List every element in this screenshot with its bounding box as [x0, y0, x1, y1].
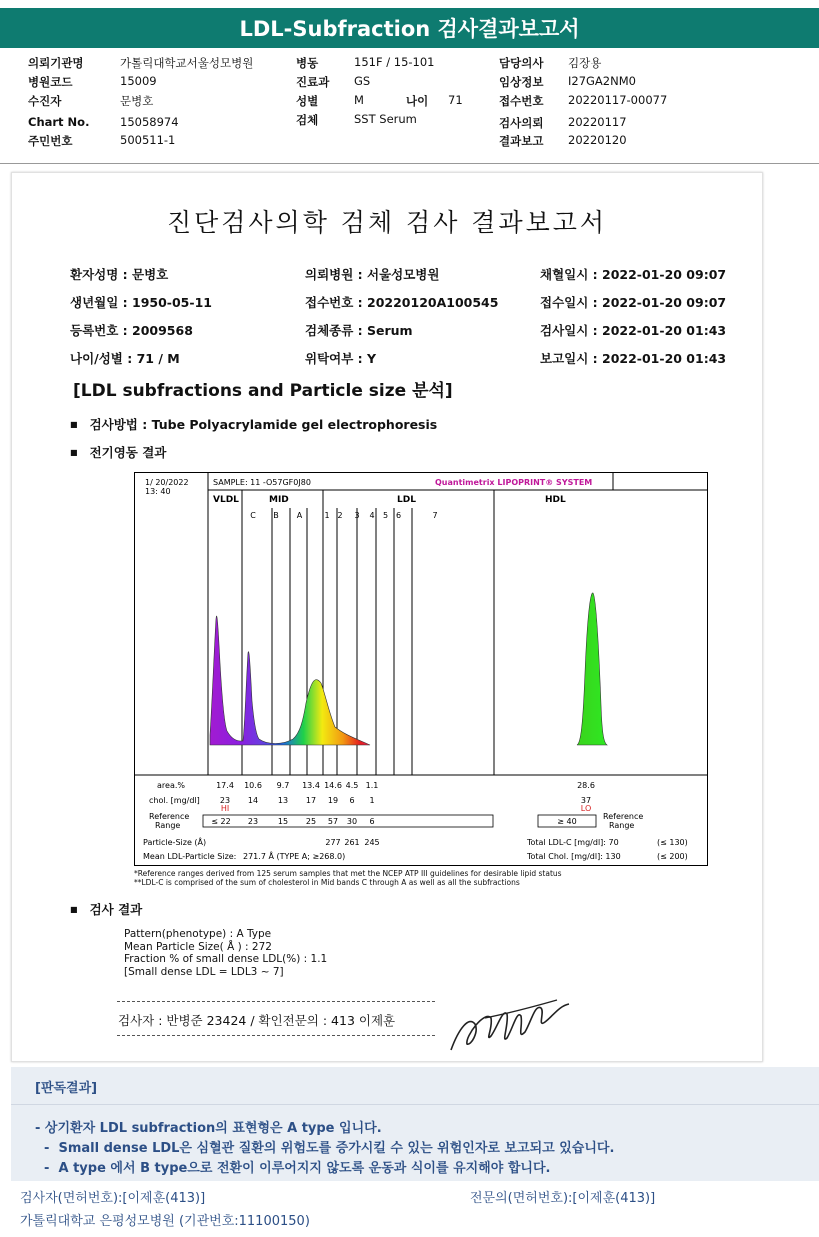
doctor-label: 담당의사 — [499, 56, 544, 70]
area-value: 14.6 — [324, 781, 342, 790]
result-mean-size: Mean Particle Size( Å ) : 272 — [124, 940, 272, 953]
band-label-a: A — [296, 511, 303, 520]
ref-value: ≤ 22 — [211, 817, 231, 826]
area-value-hdl: 28.6 — [577, 781, 595, 790]
specimen-value: SST Serum — [354, 112, 417, 126]
dept-value: GS — [354, 74, 371, 88]
institution-label: 의뢰기관명 — [28, 56, 84, 70]
total-ldl-ref: (≤ 130) — [657, 838, 688, 847]
area-value: 17.4 — [216, 781, 234, 790]
doctor-value: 김장용 — [568, 56, 602, 70]
band-label-4: 4 — [369, 511, 375, 520]
patient-name: 환자성명 : 문병호 — [70, 267, 169, 282]
hospital-code-value: 15009 — [120, 74, 157, 88]
ref-value: 15 — [277, 817, 289, 826]
hospital-code-label: 병원코드 — [28, 75, 73, 89]
clinical-value: I27GA2NM0 — [568, 74, 636, 88]
dept-label: 진료과 — [296, 75, 330, 89]
chol-value: 13 — [277, 796, 289, 805]
ref-value: 57 — [327, 817, 339, 826]
chol-value: 19 — [327, 796, 339, 805]
consignment: 위탁여부 : Y — [305, 351, 377, 366]
area-value: 9.7 — [276, 781, 290, 790]
judgement-title: [판독결과] — [35, 1081, 98, 1096]
specimen-label: 검체 — [296, 113, 319, 127]
area-value: 10.6 — [244, 781, 262, 790]
group-label-vldl: VLDL — [213, 495, 239, 505]
band-label-1: 1 — [324, 511, 330, 520]
band-label-b: B — [273, 511, 279, 520]
mean-size-label: Mean LDL-Particle Size: — [143, 852, 237, 861]
total-chol: Total Chol. [mg/dl]: 130 — [527, 852, 621, 861]
accession-value: 20220117-00077 — [568, 93, 668, 107]
header-divider — [0, 163, 819, 164]
registration-no: 등록번호 : 2009568 — [70, 323, 193, 338]
band-label-2: 2 — [337, 511, 343, 520]
ref-value: 25 — [305, 817, 317, 826]
resident-no-label: 주민번호 — [28, 134, 73, 148]
ref-label-hdl-line2: Range — [609, 821, 635, 830]
flag-hi: HI — [220, 804, 230, 813]
age-label: 나이 — [406, 94, 429, 108]
judgement-box — [11, 1067, 819, 1181]
chart-brand: Quantimetrix LIPOPRINT® SYSTEM — [435, 478, 593, 487]
ref-label-line1: Reference — [149, 812, 190, 821]
ref-label-line2: Range — [155, 821, 181, 830]
ref-value: 23 — [247, 817, 259, 826]
referring-hospital: 의뢰병원 : 서울성모병원 — [305, 267, 440, 282]
group-label-mid: MID — [269, 495, 289, 505]
footer-specialist: 전문의(면허번호):[이제훈(413)] — [470, 1191, 656, 1206]
particle-value: 245 — [364, 838, 380, 847]
ward-label: 병동 — [296, 56, 319, 70]
result-definition: [Small dense LDL = LDL3 ~ 7] — [124, 965, 284, 978]
result-fraction: Fraction % of small dense LDL(%) : 1.1 — [124, 953, 328, 965]
chart-date: 1/ 20/2022 — [145, 478, 189, 487]
ref-label-hdl-line1: Reference — [603, 812, 644, 821]
specimen-type: 검체종류 : Serum — [305, 323, 413, 338]
band-label-3: 3 — [354, 511, 360, 520]
accession-no: 접수번호 : 20220120A100545 — [305, 295, 499, 310]
recipient-value: 문병호 — [120, 94, 154, 108]
footer-hospital: 가톨릭대학교 은평성모병원 (기관번호:11100150) — [20, 1214, 310, 1229]
section-title: [LDL subfractions and Particle size 분석] — [73, 381, 453, 401]
accession-label: 접수번호 — [499, 94, 544, 108]
chol-value: 1 — [369, 796, 375, 805]
judgement-line-1: - 상기환자 LDL subfraction의 표현형은 A type 입니다. — [35, 1121, 382, 1136]
particle-value: 261 — [344, 838, 360, 847]
judgement-line-3: - A type 에서 B type으로 전환이 이루어지지 않도록 운동과 식이를 유지해야 합니다. — [35, 1161, 551, 1176]
chart-time: 13: 40 — [145, 487, 171, 496]
chol-value-hdl: 37 — [580, 796, 592, 805]
birth-date: 생년월일 : 1950-05-11 — [70, 295, 212, 310]
area-label: area.% — [157, 781, 185, 790]
mean-size-value: 271.7 Å (TYPE A; ≥268.0) — [243, 852, 346, 861]
recipient-label: 수진자 — [28, 94, 62, 108]
footnote-2: **LDL-C is comprised of the sum of cholesterol in Mid bands C through A as well as all the subfractions — [134, 878, 520, 887]
document-title: 진단검사의학 검체 검사 결과보고서 — [166, 208, 608, 237]
result-pattern: Pattern(phenotype) : A Type — [124, 928, 272, 940]
area-value: 13.4 — [302, 781, 320, 790]
report-title: LDL-Subfraction 검사결과보고서 — [239, 17, 580, 41]
chol-label: chol. [mg/dl] — [149, 796, 200, 805]
ref-value: 30 — [346, 817, 358, 826]
band-label-c: C — [250, 511, 256, 520]
signer-line: 검사자 : 반병준 23424 / 확인전문의 : 413 이제훈 — [118, 1013, 396, 1028]
institution-value: 가톨릭대학교서울성모병원 — [120, 56, 254, 70]
total-chol-ref: (≤ 200) — [657, 852, 688, 861]
band-label-5: 5 — [382, 511, 389, 520]
judgement-divider — [11, 1104, 819, 1105]
signature-bottom-line — [117, 1035, 435, 1036]
sex-value: M — [354, 93, 364, 107]
flag-lo: LO — [580, 804, 592, 813]
band-label-7: 7 — [432, 511, 438, 520]
footnote-1: *Reference ranges derived from 125 serum samples that met the NCEP ATP III guidelines for desirable lipid status — [134, 869, 562, 878]
ref-value: 6 — [369, 817, 375, 826]
chol-value: 14 — [247, 796, 259, 805]
test-time: 검사일시 : 2022-01-20 01:43 — [540, 323, 727, 338]
area-value: 1.1 — [365, 781, 379, 790]
judgement-line-2: - Small dense LDL은 심혈관 질환의 위험도를 증가시킬 수 있는 위험인자로 보고되고 있습니다. — [35, 1141, 615, 1156]
result-title: ■ 검사 결과 — [70, 900, 142, 918]
electrophoresis-title: ■ 전기영동 결과 — [70, 443, 166, 461]
group-label-hdl: HDL — [545, 495, 566, 505]
particle-size-label: Particle-Size (Å) — [143, 838, 207, 847]
total-ldl: Total LDL-C [mg/dl]: 70 — [527, 838, 619, 847]
signature-top-line — [117, 1001, 435, 1002]
report-label: 결과보고 — [499, 134, 544, 148]
footnotes — [134, 869, 562, 887]
chart-svg — [135, 473, 707, 865]
band-label-6: 6 — [395, 511, 402, 520]
collection-time: 채혈일시 : 2022-01-20 09:07 — [540, 267, 727, 282]
chart-no-label: Chart No. — [28, 115, 90, 129]
electrophoresis-chart — [134, 472, 708, 866]
ward-value: 151F / 15-101 — [354, 55, 435, 69]
footer-tester: 검사자(면허번호):[이제훈(413)] — [20, 1191, 206, 1206]
chol-value: 23 — [219, 796, 231, 805]
age-value: 71 — [448, 93, 463, 107]
method-line: ■ 검사방법 : Tube Polyacrylamide gel electrophoresis — [70, 415, 437, 433]
report-title-bar — [0, 8, 819, 48]
resident-no-value: 500511-1 — [120, 133, 176, 147]
report-date: 20220120 — [568, 133, 627, 147]
age-sex: 나이/성별 : 71 / M — [70, 351, 180, 366]
group-label-ldl: LDL — [397, 495, 416, 505]
chol-value: 17 — [305, 796, 317, 805]
result-details — [124, 928, 327, 978]
particle-value: 277 — [325, 838, 341, 847]
sex-label: 성별 — [296, 94, 319, 108]
report-time: 보고일시 : 2022-01-20 01:43 — [540, 351, 727, 366]
hdl-peak — [577, 593, 607, 745]
chart-no-value: 15058974 — [120, 115, 179, 129]
chart-sample: SAMPLE: 11 -O57GF0J80 — [213, 478, 311, 487]
chol-value: 6 — [349, 796, 355, 805]
ref-value-hdl: ≥ 40 — [557, 817, 577, 826]
area-value: 4.5 — [345, 781, 359, 790]
receipt-time: 접수일시 : 2022-01-20 09:07 — [540, 295, 727, 310]
request-date: 20220117 — [568, 115, 627, 129]
request-label: 검사의뢰 — [499, 116, 544, 130]
report-document — [11, 172, 763, 1062]
handwritten-signature — [445, 988, 575, 1058]
clinical-label: 임상정보 — [499, 75, 544, 89]
